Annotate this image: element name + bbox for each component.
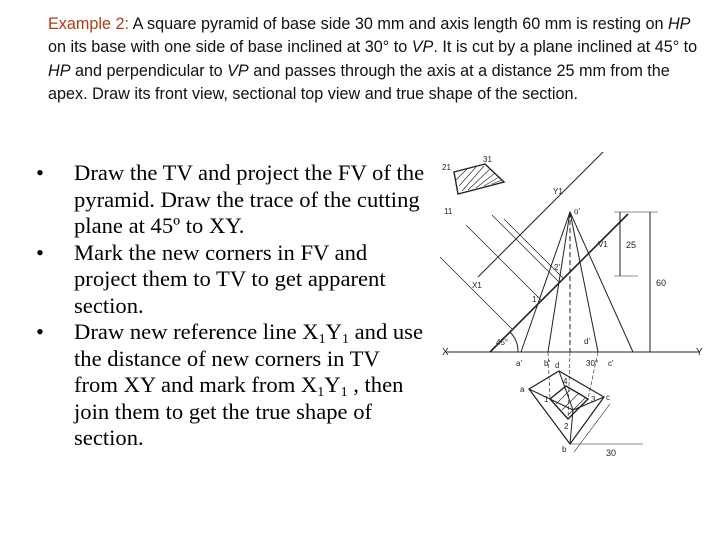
svg-text:1': 1' xyxy=(532,295,538,304)
svg-text:11: 11 xyxy=(444,207,453,216)
step-item: • Draw the TV and project the FV of the pyramid. Draw the trace of the cutting plane at 45º to XY. xyxy=(28,160,428,240)
svg-text:25: 25 xyxy=(626,240,637,250)
svg-text:d: d xyxy=(555,361,560,370)
svg-text:Y1: Y1 xyxy=(553,187,563,196)
projector xyxy=(492,215,560,283)
svg-text:V1: V1 xyxy=(598,240,608,249)
svg-text:45°: 45° xyxy=(496,338,509,347)
svg-text:a': a' xyxy=(516,359,522,368)
svg-text:1: 1 xyxy=(544,395,549,404)
example-statement: Example 2: A square pyramid of base side 30 mm and axis length 60 mm is resting on HP on its base with one side of base inclined at 30° to VP. It is cut by a plane inclined at 45° to HP and perpendicular to VP and passes through the axis at a distance 25 mm from the apex. Draw its front view, sectional top view and true shape of the section. xyxy=(48,15,698,104)
angle-arc-45 xyxy=(510,332,518,352)
projector xyxy=(440,257,513,330)
pyramid-section-drawing xyxy=(438,152,710,472)
svg-text:c': c' xyxy=(608,359,614,368)
cutting-plane-trace xyxy=(490,214,628,352)
svg-text:b': b' xyxy=(544,359,550,368)
x1y1-line xyxy=(478,152,613,277)
step-item: • Mark the new corners in FV and project them to TV to get apparent section. xyxy=(28,240,428,320)
svg-text:30°: 30° xyxy=(586,359,599,368)
fv-outline xyxy=(521,212,633,352)
svg-text:60: 60 xyxy=(656,278,667,288)
true-shape xyxy=(454,164,504,194)
svg-text:c: c xyxy=(606,393,610,402)
svg-text:b: b xyxy=(562,445,567,454)
svg-text:2': 2' xyxy=(554,263,560,272)
svg-text:X: X xyxy=(442,347,449,358)
example-label: Example 2: xyxy=(48,15,129,33)
svg-text:X1: X1 xyxy=(472,281,482,290)
dim-30 xyxy=(574,404,610,452)
svg-text:2: 2 xyxy=(564,422,569,431)
svg-text:o': o' xyxy=(574,207,580,216)
svg-text:4: 4 xyxy=(563,377,568,386)
step-item: • Draw new reference line $X_1Y_1$ and use the distance of new corners in TV from XY and mark from $X_1Y_1$ , then join them to get the true shape of section. xyxy=(28,319,428,452)
steps-list xyxy=(28,160,428,452)
svg-text:Y: Y xyxy=(696,347,703,358)
svg-text:31: 31 xyxy=(483,155,492,164)
svg-text:3: 3 xyxy=(591,395,596,404)
svg-text:30: 30 xyxy=(606,448,617,458)
fv-edge xyxy=(570,212,598,352)
svg-text:a: a xyxy=(520,385,525,394)
svg-text:21: 21 xyxy=(442,163,451,172)
svg-text:d': d' xyxy=(584,337,590,346)
